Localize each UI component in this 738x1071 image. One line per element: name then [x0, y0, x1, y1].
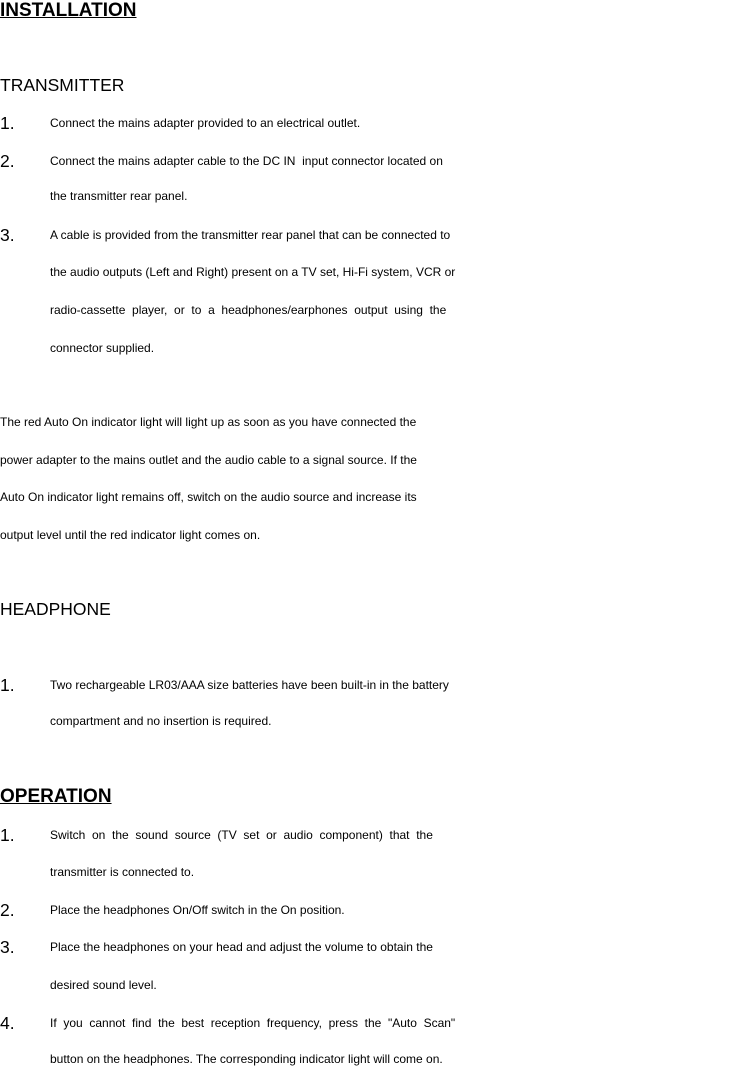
item-number: 2. [0, 151, 15, 171]
list-item-continuation [0, 261, 738, 283]
item-number: 3. [0, 937, 15, 957]
list-item-continuation [0, 299, 738, 321]
transmitter-subheading: TRANSMITTER [0, 75, 125, 95]
list-item-continuation [0, 974, 738, 996]
list-item [0, 1012, 738, 1034]
item-text-line: button on the headphones. The corresponding indicator light will come on. [50, 1052, 443, 1066]
list-item-continuation [0, 185, 738, 207]
paragraph-line: Auto On indicator light remains off, switch on the audio source and increase its [0, 490, 417, 504]
item-text-line: If you cannot find the best reception frequency, press the "Auto Scan" [50, 1016, 456, 1030]
item-text-line: Two rechargeable LR03/AAA size batteries have been built-in in the battery [50, 678, 449, 692]
item-text-line: connector supplied. [50, 341, 155, 355]
list-item [0, 224, 738, 246]
paragraph-line: power adapter to the mains outlet and the audio cable to a signal source. If the [0, 453, 417, 467]
item-text-line: Place the headphones On/Off switch in the On position. [50, 903, 345, 917]
item-text-line: transmitter is connected to. [50, 865, 195, 879]
list-item-continuation [0, 861, 738, 883]
paragraph-line: output level until the red indicator light comes on. [0, 528, 261, 542]
list-item [0, 674, 738, 696]
item-number: 1. [0, 113, 15, 133]
item-text-line: radio-cassette player, or to a headphones/earphones output using the [50, 303, 447, 317]
headphone-subheading: HEADPHONE [0, 599, 111, 619]
item-text-line: desired sound level. [50, 978, 157, 992]
item-text-line: the transmitter rear panel. [50, 189, 188, 203]
list-item [0, 150, 738, 172]
item-number: 1. [0, 825, 15, 845]
item-text-line: Connect the mains adapter provided to an electrical outlet. [50, 116, 361, 130]
item-number: 4. [0, 1013, 15, 1033]
operation-heading: OPERATION [0, 786, 112, 807]
list-item-continuation [0, 1048, 738, 1070]
list-item-continuation [0, 337, 738, 359]
item-number: 1. [0, 675, 15, 695]
installation-heading: INSTALLATION [0, 0, 137, 21]
list-item-continuation [0, 710, 738, 732]
list-item [0, 899, 738, 921]
list-item [0, 824, 738, 846]
list-item [0, 936, 738, 958]
item-text-line: A cable is provided from the transmitter rear panel that can be connected to [50, 228, 451, 242]
item-text-line: compartment and no insertion is required. [50, 714, 272, 728]
paragraph-line: The red Auto On indicator light will light up as soon as you have connected the [0, 415, 417, 429]
item-text-line: Switch on the sound source (TV set or audio component) that the [50, 828, 433, 842]
item-text-line: the audio outputs (Left and Right) present on a TV set, Hi-Fi system, VCR or [50, 265, 456, 279]
item-text-line: Place the headphones on your head and adjust the volume to obtain the [50, 940, 433, 954]
item-number: 3. [0, 225, 15, 245]
list-item [0, 112, 738, 134]
item-number: 2. [0, 900, 15, 920]
item-text-line: Connect the mains adapter cable to the DC IN input connector located on [50, 154, 443, 168]
